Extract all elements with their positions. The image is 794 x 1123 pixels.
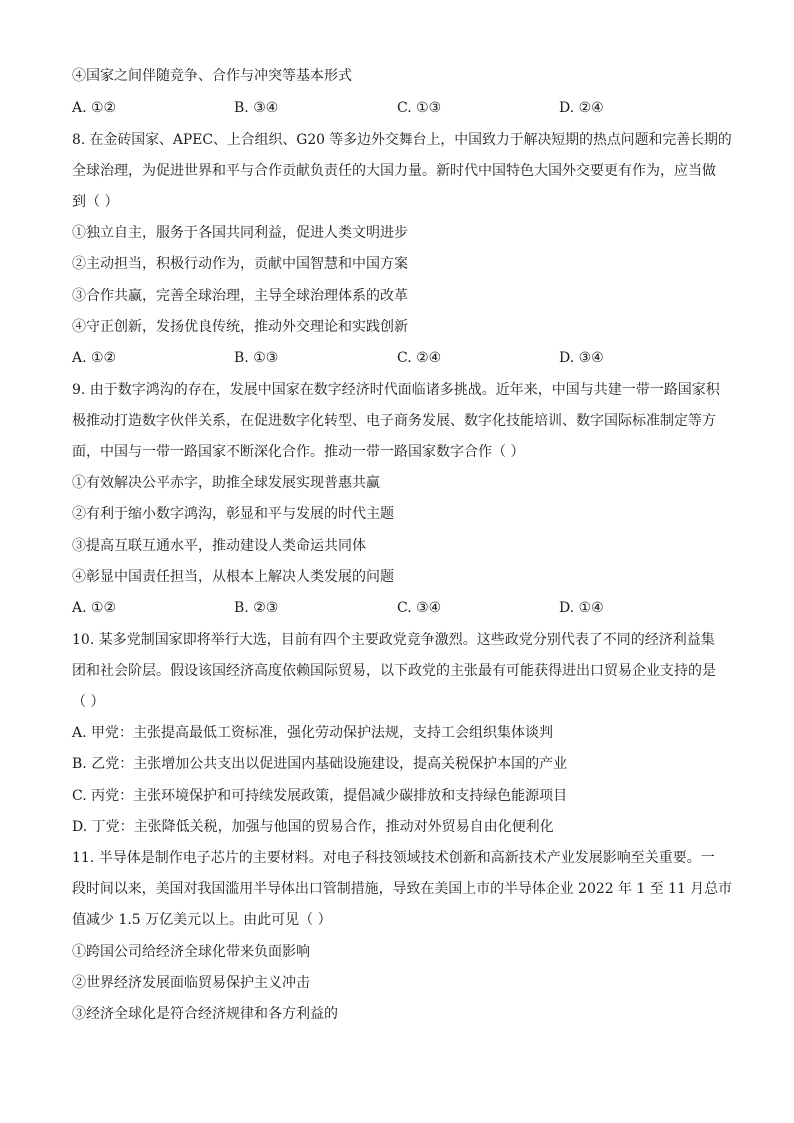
q8-option-b: B. ①③ <box>234 350 279 366</box>
q9-item-2: ②有利于缩小数字鸿沟，彰显和平与发展的时代主题 <box>72 506 394 522</box>
q10-stem-line-2: 团和社会阶层。假设该国经济高度依赖国际贸易，以下政党的主张最有可能获得进出口贸易企业支持的是 <box>72 663 716 679</box>
q9-option-a: A. ①② <box>72 600 117 616</box>
q11-item-3: ③经济全球化是符合经济规律和各方利益的 <box>72 1006 338 1022</box>
q9-option-d: D. ①④ <box>559 600 604 616</box>
q9-item-1: ①有效解决公平赤字，助推全球发展实现普惠共赢 <box>72 475 380 491</box>
q11-stem-line-1: 11. 半导体是制作电子芯片的主要材料。对电子科技领域技术创新和高新技术产业发展影响至关重要。一 <box>72 850 715 866</box>
q9-item-4: ④彰显中国责任担当，从根本上解决人类发展的问题 <box>72 569 394 585</box>
q10-choice-d: D. 丁党：主张降低关税，加强与他国的贸易合作，推动对外贸易自由化便利化 <box>72 819 554 835</box>
q11-item-1: ①跨国公司给经济全球化带来负面影响 <box>72 944 310 960</box>
q8-stem-line-2: 全球治理，为促进世界和平与合作贡献负责任的大国力量。新时代中国特色大国外交要更有作为，应当做 <box>72 163 716 179</box>
q10-stem-line-3: （ ） <box>72 694 105 710</box>
q7-option-c: C. ①③ <box>397 100 442 116</box>
q8-item-2: ②主动担当，积极行动作为，贡献中国智慧和中国方案 <box>72 256 408 272</box>
q9-option-b: B. ②③ <box>234 600 279 616</box>
q7-option-a: A. ①② <box>72 100 117 116</box>
q8-item-4: ④守正创新，发扬优良传统，推动外交理论和实践创新 <box>72 319 408 335</box>
q8-option-c: C. ②④ <box>397 350 442 366</box>
q10-choice-b: B. 乙党：主张增加公共支出以促进国内基础设施建设，提高关税保护本国的产业 <box>72 756 568 772</box>
q11-item-2: ②世界经济发展面临贸易保护主义冲击 <box>72 975 310 991</box>
q8-option-d: D. ③④ <box>559 350 604 366</box>
q8-stem-line-3: 到（ ） <box>72 194 119 210</box>
q10-choice-c: C. 丙党：主张环境保护和可持续发展政策，提倡减少碳排放和支持绿色能源项目 <box>72 788 568 804</box>
q7-item-4: ④国家之间伴随竞争、合作与冲突等基本形式 <box>72 68 352 84</box>
q9-stem-line-2: 极推动打造数字伙伴关系，在促进数字化转型、电子商务发展、数字化技能培训、数字国际标准制定等方 <box>72 413 716 429</box>
q8-item-1: ①独立自主，服务于各国共同利益，促进人类文明进步 <box>72 225 408 241</box>
q9-option-c: C. ③④ <box>397 600 442 616</box>
q8-stem-line-1: 8. 在金砖国家、APEC、上合组织、G20 等多边外交舞台上，中国致力于解决短期的热点问题和完善长期的 <box>72 132 732 148</box>
q8-item-3: ③合作共赢，完善全球治理，主导全球治理体系的改革 <box>72 288 408 304</box>
q10-stem-line-1: 10. 某多党制国家即将举行大选，目前有四个主要政党竞争激烈。这些政党分别代表了不同的经济利益集 <box>72 632 715 648</box>
q11-stem-line-2: 段时间以来，美国对我国滥用半导体出口管制措施，导致在美国上市的半导体企业 2022 年 1 至 11 月总市 <box>72 881 733 897</box>
q9-stem-line-3: 面，中国与一带一路国家不断深化合作。推动一带一路国家数字合作（ ） <box>72 444 525 460</box>
q7-option-b: B. ③④ <box>234 100 279 116</box>
q9-stem-line-1: 9. 由于数字鸿沟的存在，发展中国家在数字经济时代面临诸多挑战。近年来，中国与共建一带一路国家积 <box>72 382 720 398</box>
q10-choice-a: A. 甲党：主张提高最低工资标准，强化劳动保护法规，支持工会组织集体谈判 <box>72 725 554 741</box>
q9-item-3: ③提高互联互通水平，推动建设人类命运共同体 <box>72 538 366 554</box>
q7-option-d: D. ②④ <box>559 100 604 116</box>
q11-stem-line-3: 值减少 1.5 万亿美元以上。由此可见（ ） <box>72 912 332 928</box>
q8-option-a: A. ①② <box>72 350 117 366</box>
